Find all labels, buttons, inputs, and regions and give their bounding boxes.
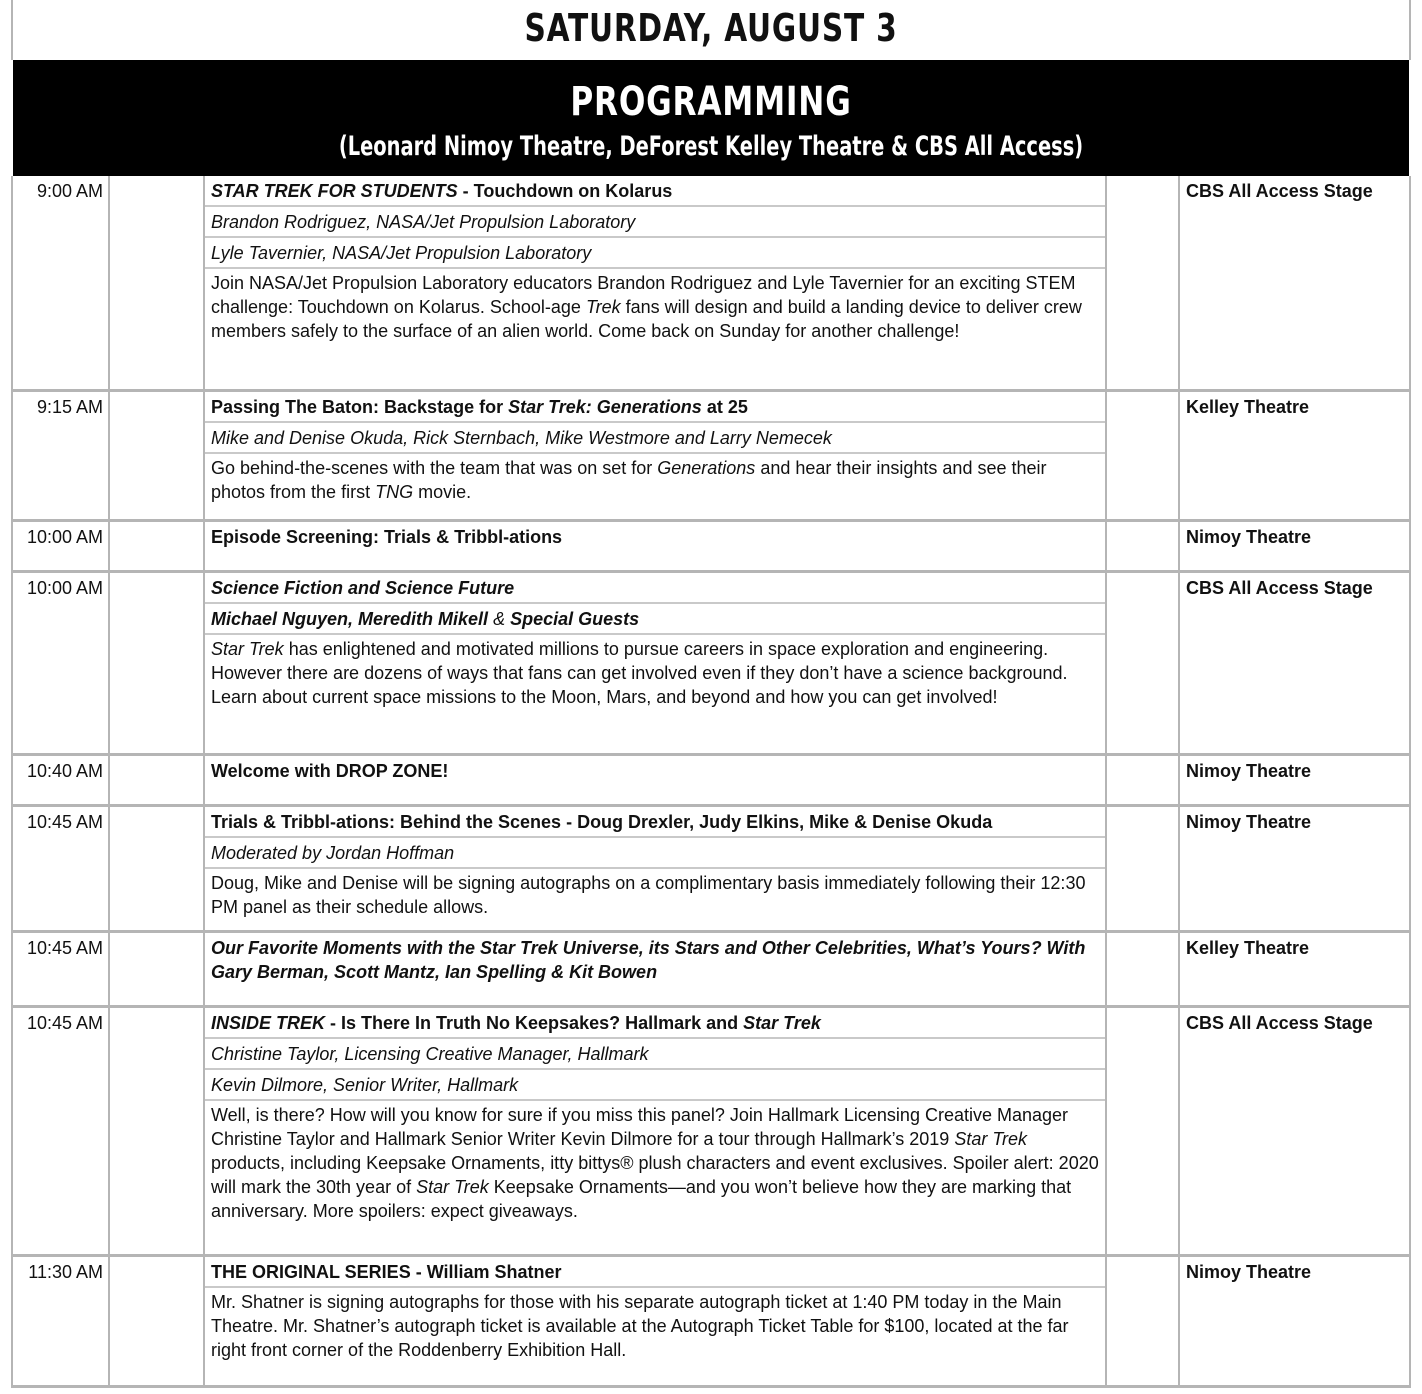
event-title: Trials & Tribbl-ations: Behind the Scenes - Doug Drexler, Judy Elkins, Mike & Denise Okuda xyxy=(205,807,1105,838)
event-presenter: Christine Taylor, Licensing Creative Manager, Hallmark xyxy=(205,1039,1105,1070)
event-description: Well, is there? How will you know for sure if you miss this panel? Join Hallmark Licensing Creative Manager Christine Taylor and Hallmark Senior Writer Kevin Dilmore for a tour through Hallmark’s 2019 Star Trek products, including Keepsake Ornaments, itty bittys® plush characters and event exclusives. Spoiler alert: 2020 will mark the 30th year of Star Trek Keepsake Ornaments—and you won’t believe how they are marking that anniversary. More spoilers: expect giveaways. xyxy=(211,1105,1099,1221)
table-row xyxy=(11,573,1411,756)
event-title: Welcome with DROP ZONE! xyxy=(211,761,449,781)
event-title: Episode Screening: Trials & Tribbl-ations xyxy=(211,527,563,547)
event-title: Our Favorite Moments with the Star Trek Universe, its Stars and Other Celebrities, What’s Yours? With Gary Berman, Scott Mantz, Ian Spelling & Kit Bowen xyxy=(211,938,1086,982)
event-title: INSIDE TREK - Is There In Truth No Keepsakes? Hallmark and Star Trek xyxy=(205,1008,1105,1039)
section-title: PROGRAMMING xyxy=(570,79,852,125)
event-details xyxy=(203,807,1107,930)
event-time: 11:30 AM xyxy=(28,1262,103,1282)
event-details xyxy=(203,1257,1107,1385)
event-time: 10:45 AM xyxy=(26,1013,103,1033)
page-border-left xyxy=(11,0,13,60)
event-location: Nimoy Theatre xyxy=(1178,807,1409,930)
event-time: 9:00 AM xyxy=(36,181,103,201)
page-border-right xyxy=(1409,0,1411,60)
table-row xyxy=(11,933,1411,1008)
event-presenter: Kevin Dilmore, Senior Writer, Hallmark xyxy=(205,1070,1105,1101)
table-row xyxy=(11,522,1411,573)
section-subtitle: (Leonard Nimoy Theatre, DeForest Kelley Theatre & CBS All Access) xyxy=(338,131,1084,162)
event-details xyxy=(203,933,1107,1005)
table-row xyxy=(11,756,1411,807)
event-description: Go behind-the-scenes with the team that was on set for Generations and hear their insights and see their photos from the first TNG movie. xyxy=(211,458,1047,502)
event-description: Join NASA/Jet Propulsion Laboratory educators Brandon Rodriguez and Lyle Tavernier for an exciting STEM challenge: Touchdown on Kolarus. School-age Trek fans will design and build a landing device to deliver crew members safely to the surface of an alien world. Come back on Sunday for another challenge! xyxy=(211,273,1082,341)
event-title: Passing The Baton: Backstage for Star Trek: Generations at 25 xyxy=(205,392,1105,423)
table-row xyxy=(11,176,1411,392)
day-heading: SATURDAY, AUGUST 3 xyxy=(524,6,898,50)
event-description: Doug, Mike and Denise will be signing autographs on a complimentary basis immediately following their 12:30 PM panel as their schedule allows. xyxy=(211,873,1086,917)
event-time: 9:15 AM xyxy=(36,397,103,417)
event-title: Science Fiction and Science Future xyxy=(205,573,1105,604)
event-location: Nimoy Theatre xyxy=(1178,756,1409,804)
event-location: Kelley Theatre xyxy=(1178,392,1409,519)
event-presenter: Brandon Rodriguez, NASA/Jet Propulsion Laboratory xyxy=(205,207,1105,238)
event-title: STAR TREK FOR STUDENTS - Touchdown on Kolarus xyxy=(205,176,1105,207)
event-presenter: Lyle Tavernier, NASA/Jet Propulsion Laboratory xyxy=(205,238,1105,269)
table-row xyxy=(11,1257,1411,1388)
event-details xyxy=(203,1008,1107,1254)
event-details xyxy=(203,392,1107,519)
event-time: 10:40 AM xyxy=(26,761,103,781)
event-details xyxy=(203,522,1107,570)
event-details xyxy=(203,573,1107,753)
table-row xyxy=(11,807,1411,933)
event-description: Mr. Shatner is signing autographs for those with his separate autograph ticket at 1:40 PM today in the Main Theatre. Mr. Shatner’s autograph ticket is available at the Autograph Ticket Table for $100, located at the far right front corner of the Roddenberry Exhibition Hall. xyxy=(211,1292,1069,1360)
event-location: CBS All Access Stage xyxy=(1178,573,1409,753)
event-location: Kelley Theatre xyxy=(1178,933,1409,1005)
event-time: 10:45 AM xyxy=(26,812,103,832)
event-title: THE ORIGINAL SERIES - William Shatner xyxy=(205,1257,1105,1288)
event-description: Star Trek has enlightened and motivated millions to pursue careers in space exploration and engineering. However there are dozens of ways that fans can get involved even if they don’t have a science background. Learn about current space missions to the Moon, Mars, and beyond and how you can get involved! xyxy=(211,639,1068,707)
event-presenters: Michael Nguyen, Meredith Mikell & Special Guests xyxy=(205,604,1105,635)
event-presenters: Mike and Denise Okuda, Rick Sternbach, Mike Westmore and Larry Nemecek xyxy=(205,423,1105,454)
section-banner xyxy=(13,60,1409,176)
event-details xyxy=(203,756,1107,804)
table-row xyxy=(11,1008,1411,1257)
event-location: CBS All Access Stage xyxy=(1178,176,1409,389)
schedule-table xyxy=(11,176,1411,1388)
table-row xyxy=(11,392,1411,522)
event-moderator: Moderated by Jordan Hoffman xyxy=(205,838,1105,869)
event-details xyxy=(203,176,1107,389)
event-location: CBS All Access Stage xyxy=(1178,1008,1409,1254)
event-time: 10:00 AM xyxy=(26,578,103,598)
event-location: Nimoy Theatre xyxy=(1178,522,1409,570)
event-time: 10:45 AM xyxy=(26,938,103,958)
event-location: Nimoy Theatre xyxy=(1178,1257,1409,1385)
event-time: 10:00 AM xyxy=(26,527,103,547)
